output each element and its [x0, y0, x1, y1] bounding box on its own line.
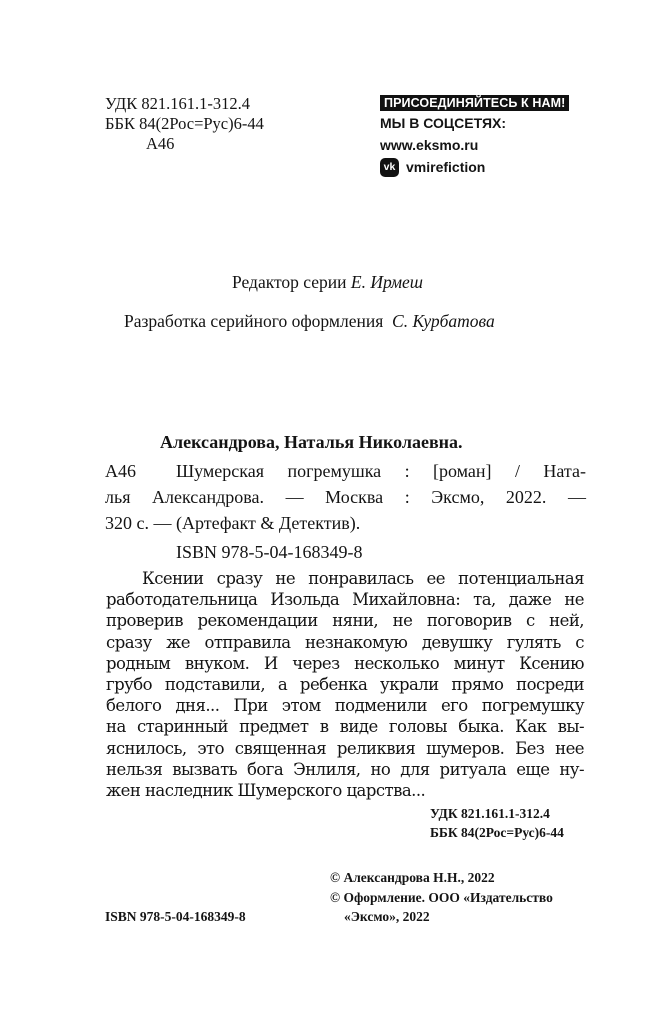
record-isbn: ISBN 978-5-04-168349-8	[176, 542, 363, 562]
annotation-line: жен наследник Шумерского царства...	[106, 781, 426, 801]
social-subtitle: МЫ В СОЦСЕТЯХ:	[380, 115, 507, 131]
annotation-line: работодательница Изольда Михайловна: та, даже не	[106, 590, 584, 610]
record-line: 320 с. — (Артефакт & Детектив).	[105, 513, 361, 533]
series-editor	[232, 272, 423, 293]
annotation-line: белого дня... При этом подменили его погремушку	[106, 696, 584, 716]
annotation-line: нельзя вызвать бога Энлиля, но для ритуала еще ну-	[106, 759, 584, 779]
vk-link[interactable]	[380, 156, 569, 178]
editor-label: Редактор серии	[232, 272, 347, 292]
record-line: лья Александрова. — Москва : Эксмо, 2022. —	[105, 487, 586, 507]
record-line: Шумерская погремушка : [роман] / Ната-	[176, 461, 586, 481]
join-us-banner: ПРИСОЕДИНЯЙТЕСЬ К НАМ!	[380, 95, 569, 111]
vk-icon: vk	[380, 158, 399, 177]
annotation-line: проверив рекомендации няни, не поговорив с ней,	[106, 611, 584, 631]
copyright-design: © Оформление. ООО «Издательство	[330, 890, 553, 905]
annotation-line: грубо подставили, а ребенка украли прямо посреди	[106, 675, 584, 695]
copyright-author: © Александрова Н.Н., 2022	[330, 870, 495, 885]
social-block	[380, 94, 569, 178]
footer-udk: УДК 821.161.1-312.4	[430, 806, 550, 821]
editor-name: Е. Ирмеш	[350, 272, 423, 292]
record-description-cont	[105, 484, 586, 536]
record-description	[176, 458, 586, 484]
record-mark: А46	[105, 461, 136, 481]
copyright-design-cont: «Эксмо», 2022	[344, 909, 430, 924]
design-label: Разработка серийного оформления	[124, 311, 384, 331]
annotation-line: яснилось, это священная реликвия шумеров. Без нее	[106, 738, 584, 758]
annotation-line: сразу же отправила незнакомую девушку гулять с	[106, 632, 584, 652]
design-name: С. Курбатова	[392, 311, 495, 331]
record-author: Александрова, Наталья Николаевна.	[160, 432, 463, 452]
annotation-line: Ксении сразу не понравилась ее потенциальная	[142, 569, 584, 588]
vk-handle: vmirefiction	[406, 159, 486, 175]
bbk-code: ББК 84(2Рос=Рус)6-44	[105, 114, 264, 133]
footer-isbn: ISBN 978-5-04-168349-8	[105, 909, 246, 924]
annotation-line: родным внуком. И через несколько минут Ксению	[106, 653, 584, 673]
author-mark: А46	[146, 134, 175, 153]
annotation	[106, 568, 584, 801]
udk-code: УДК 821.161.1-312.4	[105, 94, 251, 113]
annotation-line: на старинный предмет в виде головы быка. Как вы-	[106, 717, 584, 737]
series-design	[124, 311, 495, 332]
footer-bbk: ББК 84(2Рос=Рус)6-44	[430, 825, 564, 840]
website-link[interactable]: www.eksmo.ru	[380, 137, 479, 153]
